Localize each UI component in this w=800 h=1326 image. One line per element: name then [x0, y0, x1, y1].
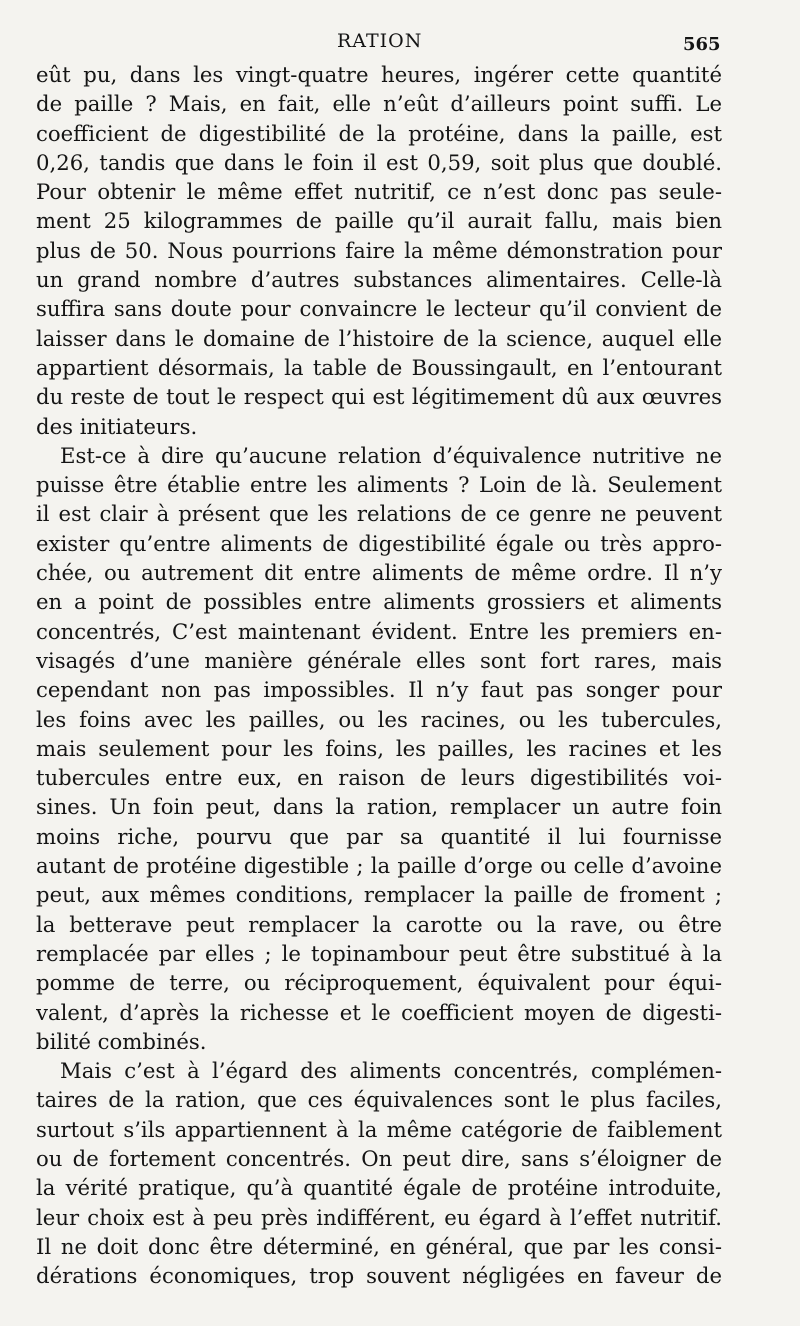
- text-line: remplacée par elles ; le topinambour peut être substitué à la: [36, 940, 722, 966]
- text-line: visagés d’une manière générale elles sont fort rares, mais: [36, 647, 722, 673]
- text-line: 0,26, tandis que dans le foin il est 0,59, soit plus que doublé.: [36, 149, 722, 175]
- text-line: la betterave peut remplacer la carotte ou la rave, ou être: [36, 911, 722, 937]
- paragraph-end-line: des initiateurs.: [36, 413, 198, 439]
- text-line: valent, d’après la richesse et le coefficient moyen de digesti-: [36, 999, 722, 1025]
- text-line: Pour obtenir le même effet nutritif, ce n’est donc pas seule-: [36, 179, 722, 205]
- text-line: exister qu’entre aliments de digestibilité égale ou très appro-: [36, 530, 722, 556]
- text-line: plus de 50. Nous pourrions faire la même démonstration pour: [36, 237, 722, 263]
- text-line: mais seulement pour les foins, les pailles, les racines et les: [36, 735, 722, 761]
- paragraph-first-line: Mais c’est à l’égard des aliments concentrés, complémen-: [60, 1058, 722, 1084]
- text-line: coefficient de digestibilité de la protéine, dans la paille, est: [36, 120, 722, 146]
- text-line: dérations économiques, trop souvent négligées en faveur de: [36, 1263, 722, 1289]
- text-line: un grand nombre d’autres substances alimentaires. Celle-là: [36, 267, 722, 293]
- text-line: pomme de terre, ou réciproquement, équivalent pour équi-: [36, 970, 722, 996]
- text-line: ment 25 kilogrammes de paille qu’il aurait fallu, mais bien: [36, 208, 722, 234]
- text-line: autant de protéine digestible ; la paille d’orge ou celle d’avoine: [36, 853, 722, 879]
- paragraph-end-line: bilité combinés.: [36, 1028, 207, 1054]
- text-line: leur choix est à peu près indifférent, eu égard à l’effet nutritif.: [36, 1204, 722, 1230]
- text-line: sines. Un foin peut, dans la ration, remplacer un autre foin: [36, 794, 722, 820]
- text-line: eût pu, dans les vingt-quatre heures, ingérer cette quantité: [36, 62, 722, 87]
- running-title: RATION: [337, 30, 423, 52]
- text-line: peut, aux mêmes conditions, remplacer la paille de froment ;: [36, 882, 722, 908]
- text-line: concentrés, C’est maintenant évident. Entre les premiers en-: [36, 618, 722, 644]
- body-text: [36, 60, 722, 1290]
- text-line: suffira sans doute pour convaincre le lecteur qu’il convient de: [36, 296, 722, 322]
- page-header: [0, 30, 800, 60]
- text-line: laisser dans le domaine de l’histoire de la science, auquel elle: [36, 325, 722, 351]
- text-line: surtout s’ils appartiennent à la même catégorie de faiblement: [36, 1116, 722, 1142]
- text-line: tubercules entre eux, en raison de leurs digestibilités voi-: [36, 765, 722, 791]
- text-line: les foins avec les pailles, ou les racines, ou les tubercules,: [36, 706, 722, 732]
- text-line: il est clair à présent que les relations de ce genre ne peuvent: [36, 501, 722, 527]
- text-line: chée, ou autrement dit entre aliments de même ordre. Il n’y: [36, 560, 722, 586]
- text-line: moins riche, pourvu que par sa quantité il lui fournisse: [36, 823, 722, 849]
- text-line: en a point de possibles entre aliments grossiers et aliments: [36, 589, 722, 615]
- page-number: 565: [683, 34, 721, 55]
- paragraph-first-line: Est-ce à dire qu’aucune relation d’équivalence nutritive ne: [60, 442, 722, 468]
- text-line: ou de fortement concentrés. On peut dire, sans s’éloigner de: [36, 1145, 722, 1171]
- text-line: de paille ? Mais, en fait, elle n’eût d’ailleurs point suffi. Le: [36, 91, 722, 117]
- text-line: puisse être établie entre les aliments ? Loin de là. Seulement: [36, 472, 722, 498]
- text-line: cependant non pas impossibles. Il n’y faut pas songer pour: [36, 677, 722, 703]
- text-line: taires de la ration, que ces équivalences sont le plus faciles,: [36, 1087, 722, 1113]
- text-line: appartient désormais, la table de Boussingault, en l’entourant: [36, 354, 722, 380]
- text-line: du reste de tout le respect qui est légitimement dû aux œuvres: [36, 384, 722, 410]
- text-line: Il ne doit donc être déterminé, en général, que par les consi-: [36, 1233, 722, 1259]
- text-line: la vérité pratique, qu’à quantité égale de protéine introduite,: [36, 1175, 722, 1201]
